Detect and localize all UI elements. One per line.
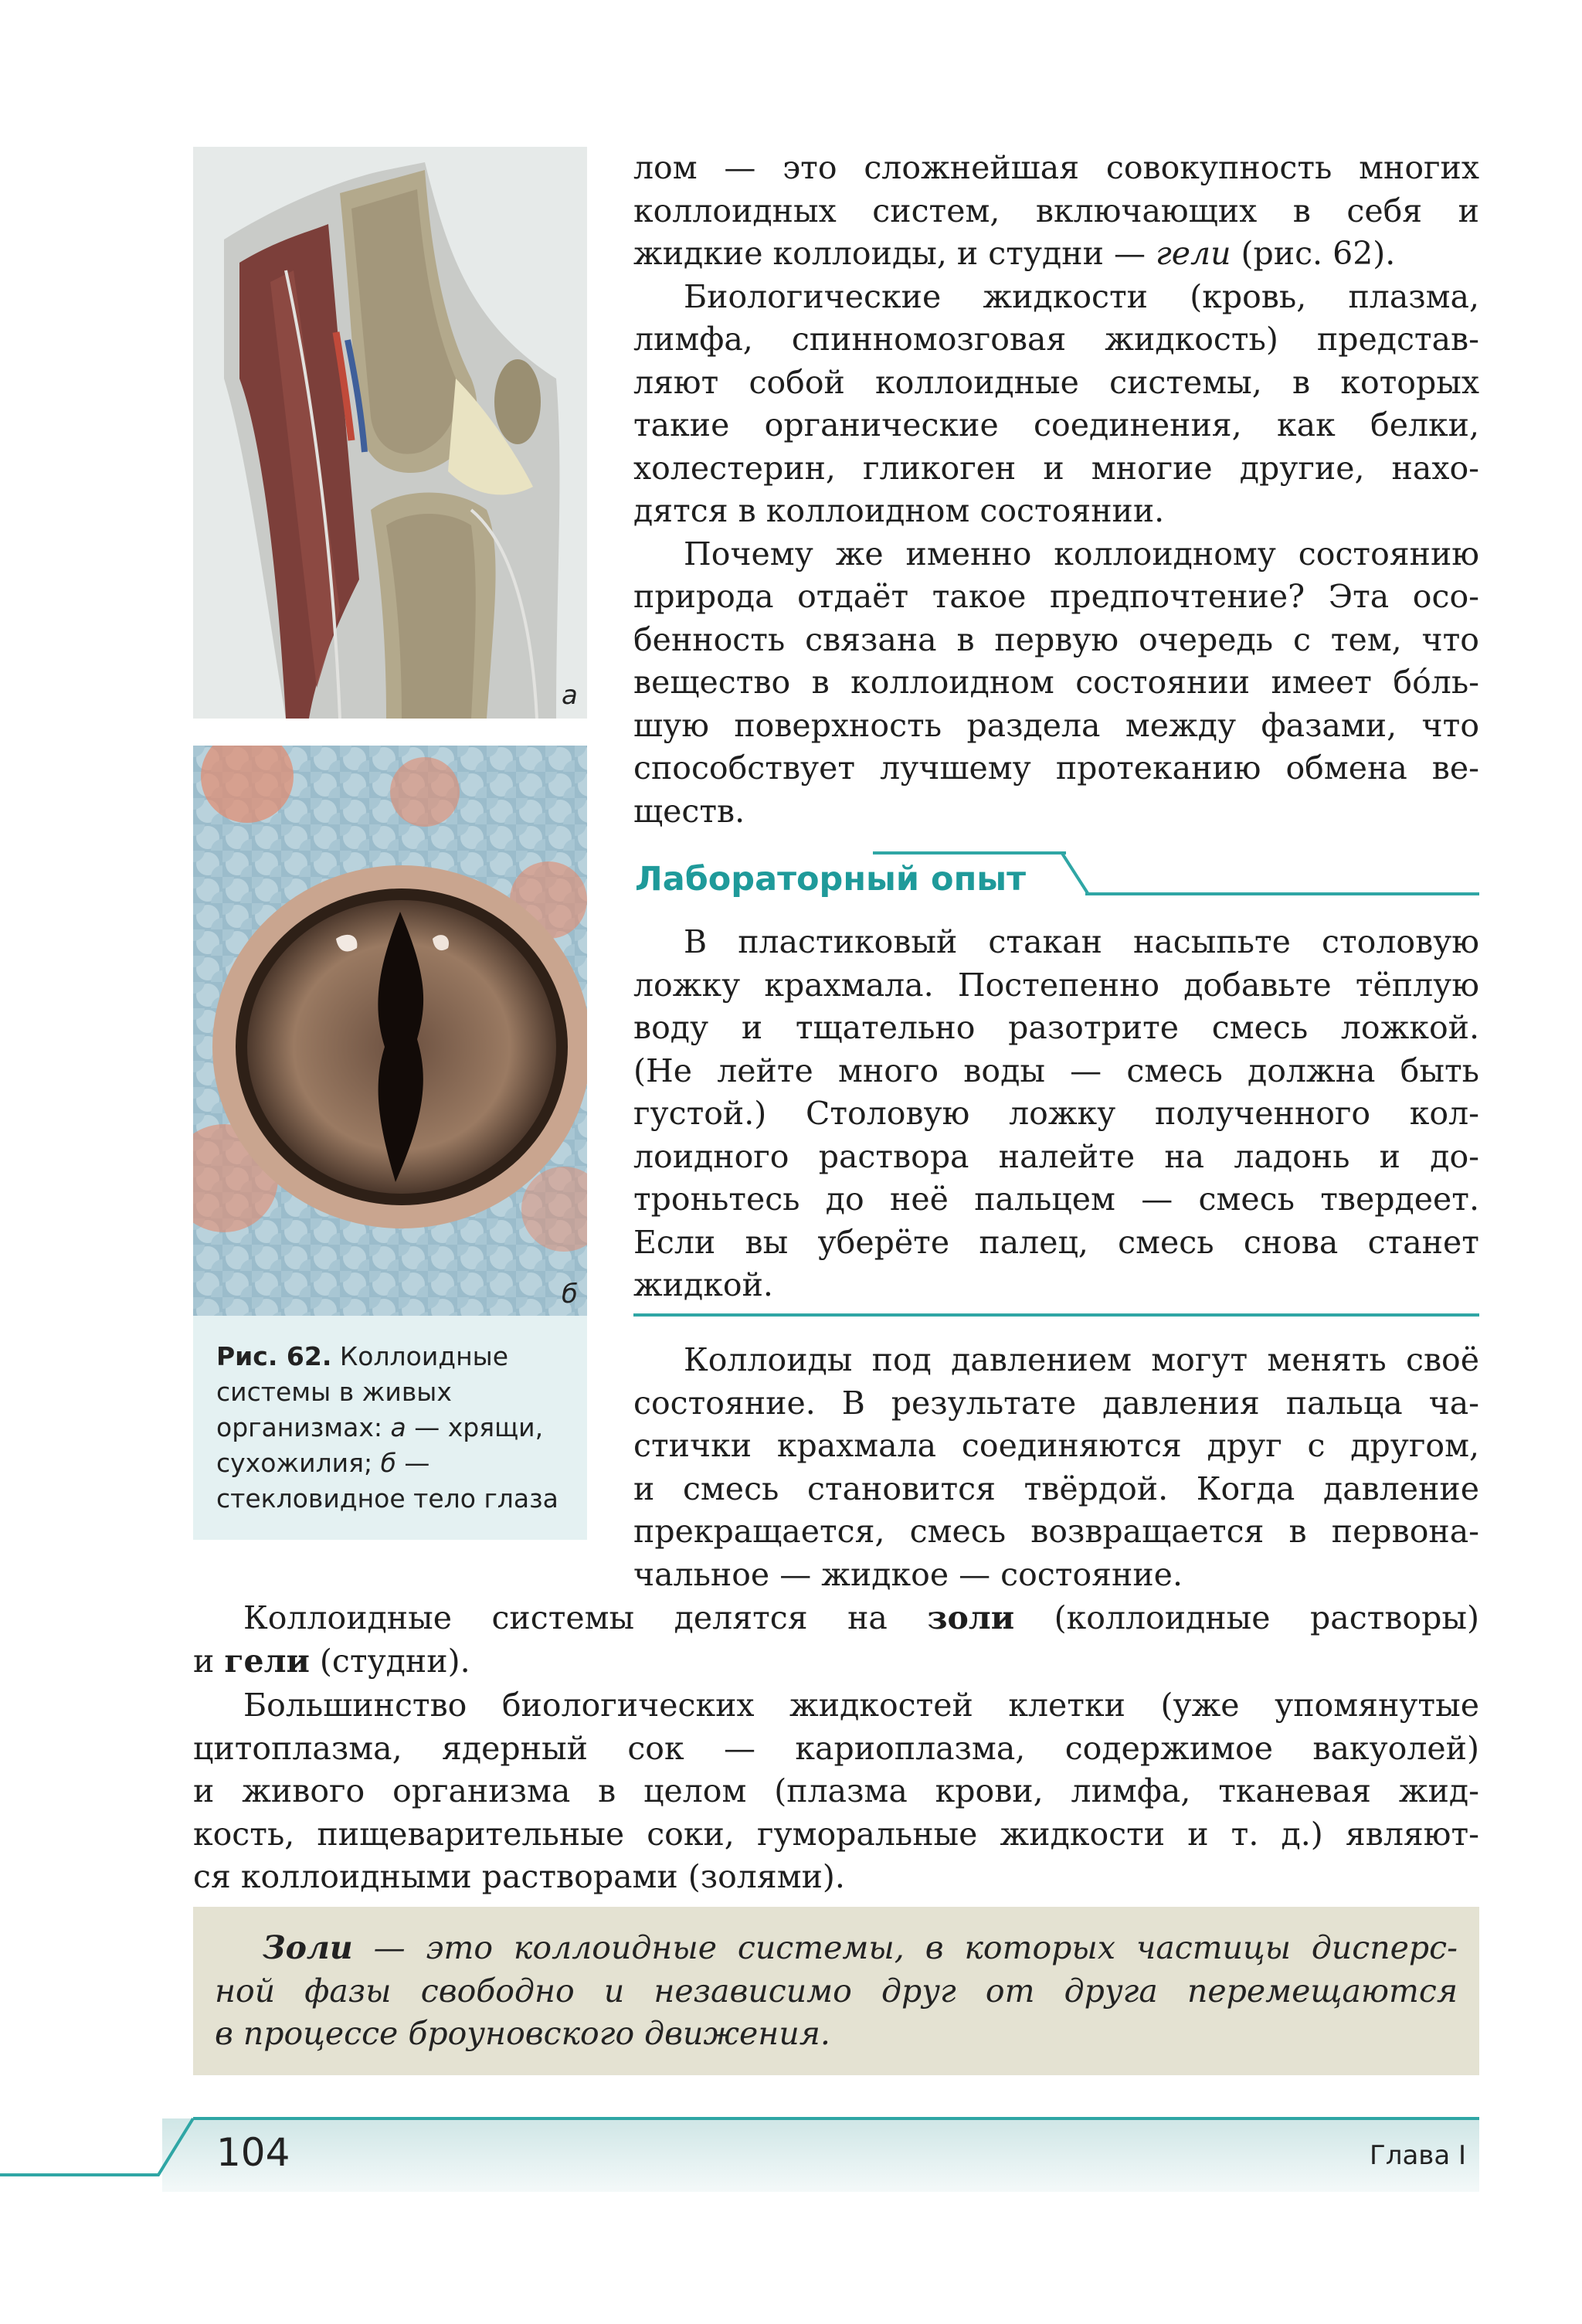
paragraph-2 xyxy=(633,276,1479,533)
text-line: холестерин, гликоген и многие другие, нахо- xyxy=(633,449,1479,487)
caption-letter-a: а xyxy=(390,1412,406,1442)
text-span: (студни). xyxy=(309,1642,470,1680)
text-line: состояние. В результате давления пальца ча- xyxy=(633,1384,1479,1422)
lab-bottom-rule xyxy=(633,1313,1479,1317)
text-line: (Не лейте много воды — смесь должна быть xyxy=(633,1052,1479,1089)
text-line: и живого организма в целом (плазма крови, лимфа, тканевая жид- xyxy=(193,1772,1479,1809)
text-line: прекращается, смесь возвращается в первона- xyxy=(633,1513,1479,1550)
text-line: бенность связана в первую очередь с тем, что xyxy=(633,620,1479,658)
text-line: коллоидных систем, включающих в себя и xyxy=(633,192,1479,229)
caption-letter-b: б xyxy=(380,1448,396,1478)
text-line: троньтесь до неё пальцем — смесь твердеет. xyxy=(633,1181,1479,1218)
text-line: Если вы уберёте палец, смесь снова станет xyxy=(633,1223,1479,1261)
text-span: Коллоидные системы делятся на xyxy=(243,1599,928,1636)
figure-lizard-eye xyxy=(193,746,587,1316)
text-line: Почему же именно коллоидному состоянию xyxy=(684,535,1479,573)
text-line: густой.) Столовую ложку полученного кол- xyxy=(633,1095,1479,1132)
figure-knee-joint xyxy=(193,147,587,719)
text-span: — это коллоидные системы, в которых частицы дисперс- xyxy=(352,1929,1458,1966)
figure-caption xyxy=(193,1316,587,1540)
text-line xyxy=(193,1597,1479,1640)
text-line: лоидного раствора налейте на ладонь и до- xyxy=(633,1137,1479,1175)
text-line: способствует лучшему протеканию обмена ве- xyxy=(633,749,1479,787)
text-line: воду и тщательно разотрите смесь ложкой. xyxy=(633,1009,1479,1046)
text-column-top xyxy=(633,147,1479,833)
caption-text-end: — стекловидное тело глаза xyxy=(216,1448,558,1514)
paragraph-4 xyxy=(633,1339,1479,1596)
definition-term: Золи xyxy=(263,1929,353,1966)
footer-top-line xyxy=(193,2117,1479,2120)
lab-text xyxy=(633,921,1479,1307)
text-line: ществ. xyxy=(633,792,745,830)
text-line: жидкой. xyxy=(633,1266,773,1303)
knee-joint-illustration xyxy=(193,147,587,719)
paragraph-1 xyxy=(633,147,1479,276)
text-line: Коллоиды под давлением могут менять своё xyxy=(684,1341,1479,1378)
paragraph-3 xyxy=(633,533,1479,834)
caption-text: Коллоидные системы в живых организмах: xyxy=(216,1341,509,1442)
paragraph-6 xyxy=(193,1684,1479,1899)
text-line: дятся в коллоидном состоянии. xyxy=(633,492,1165,529)
text-line: ся коллоидными растворами (золями). xyxy=(193,1858,845,1895)
text-line: лом — это сложнейшая совокупность многих xyxy=(633,149,1479,186)
text-line xyxy=(193,1640,1479,1684)
text-span: (коллоидные растворы) xyxy=(1014,1599,1479,1636)
figure-label-b: б xyxy=(562,1279,578,1310)
text-line: стички крахмала соединяются друг с другом, xyxy=(633,1427,1479,1464)
caption-text-mid: — хрящи, сухожилия; xyxy=(216,1412,544,1478)
text-line: В пластиковый стакан насыпьте столовую xyxy=(684,923,1479,960)
text-line: лимфа, спинномозговая жидкость) представ- xyxy=(633,321,1479,358)
text-line: такие органические соединения, как белки, xyxy=(633,406,1479,443)
lizard-eye-illustration xyxy=(193,746,587,1316)
term-sols: золи xyxy=(927,1599,1015,1636)
lab-header-slant xyxy=(1058,850,1097,896)
term-gels: гели xyxy=(1155,235,1231,272)
definition-line: в процессе броуновского движения. xyxy=(215,2015,830,2052)
definition-line: ной фазы свободно и независимо друг от друга перемещаются xyxy=(215,1972,1458,2010)
text-line: природа отдаёт такое предпочтение? Эта осо- xyxy=(633,578,1479,615)
figure-label-a: а xyxy=(562,680,578,711)
text-line: вещество в коллоидном состоянии имеет бóль- xyxy=(633,664,1479,701)
text-line: Биологические жидкости (кровь, плазма, xyxy=(684,277,1479,315)
text-line: ляют собой коллоидные системы, в которых xyxy=(633,363,1479,401)
term-gels-bold: гели xyxy=(224,1642,310,1680)
lab-header-top-line xyxy=(873,851,1066,855)
lab-title: Лабораторный опыт xyxy=(635,860,1027,899)
text-span: и xyxy=(193,1642,225,1680)
paragraph-5 xyxy=(193,1597,1479,1683)
definition-line xyxy=(215,1927,1458,1970)
text-line: и смесь становится твёрдой. Когда давление xyxy=(633,1469,1479,1507)
definition-box xyxy=(193,1907,1479,2075)
text-line: цитоплазма, ядерный сок — кариоплазма, содержимое вакуолей) xyxy=(193,1729,1479,1767)
text-line: ложку крахмала. Постепенно добавьте тёплую xyxy=(633,966,1479,1004)
page-number: 104 xyxy=(216,2130,290,2175)
lab-header-bottom-line xyxy=(1085,892,1479,895)
text-line: Большинство биологических жидкостей клетки (уже упомянутые xyxy=(243,1687,1479,1724)
text-line xyxy=(633,233,1479,276)
chapter-label: Глава I xyxy=(1369,2140,1466,2171)
footer-band xyxy=(162,2118,1479,2192)
text-line: шую поверхность раздела между фазами, что xyxy=(633,706,1479,744)
text-span: (рис. 62). xyxy=(1231,235,1396,272)
caption-label: Рис. 62. xyxy=(216,1341,332,1371)
text-line: чальное — жидкое — состояние. xyxy=(633,1555,1183,1593)
lab-paragraph xyxy=(633,921,1479,1307)
text-column-mid xyxy=(633,1339,1479,1596)
text-span: жидкие коллоиды, и студни — xyxy=(633,235,1156,272)
footer-rule xyxy=(0,2117,201,2179)
text-line: кость, пищеварительные соки, гуморальные жидкости и т. д.) являют- xyxy=(193,1815,1479,1853)
